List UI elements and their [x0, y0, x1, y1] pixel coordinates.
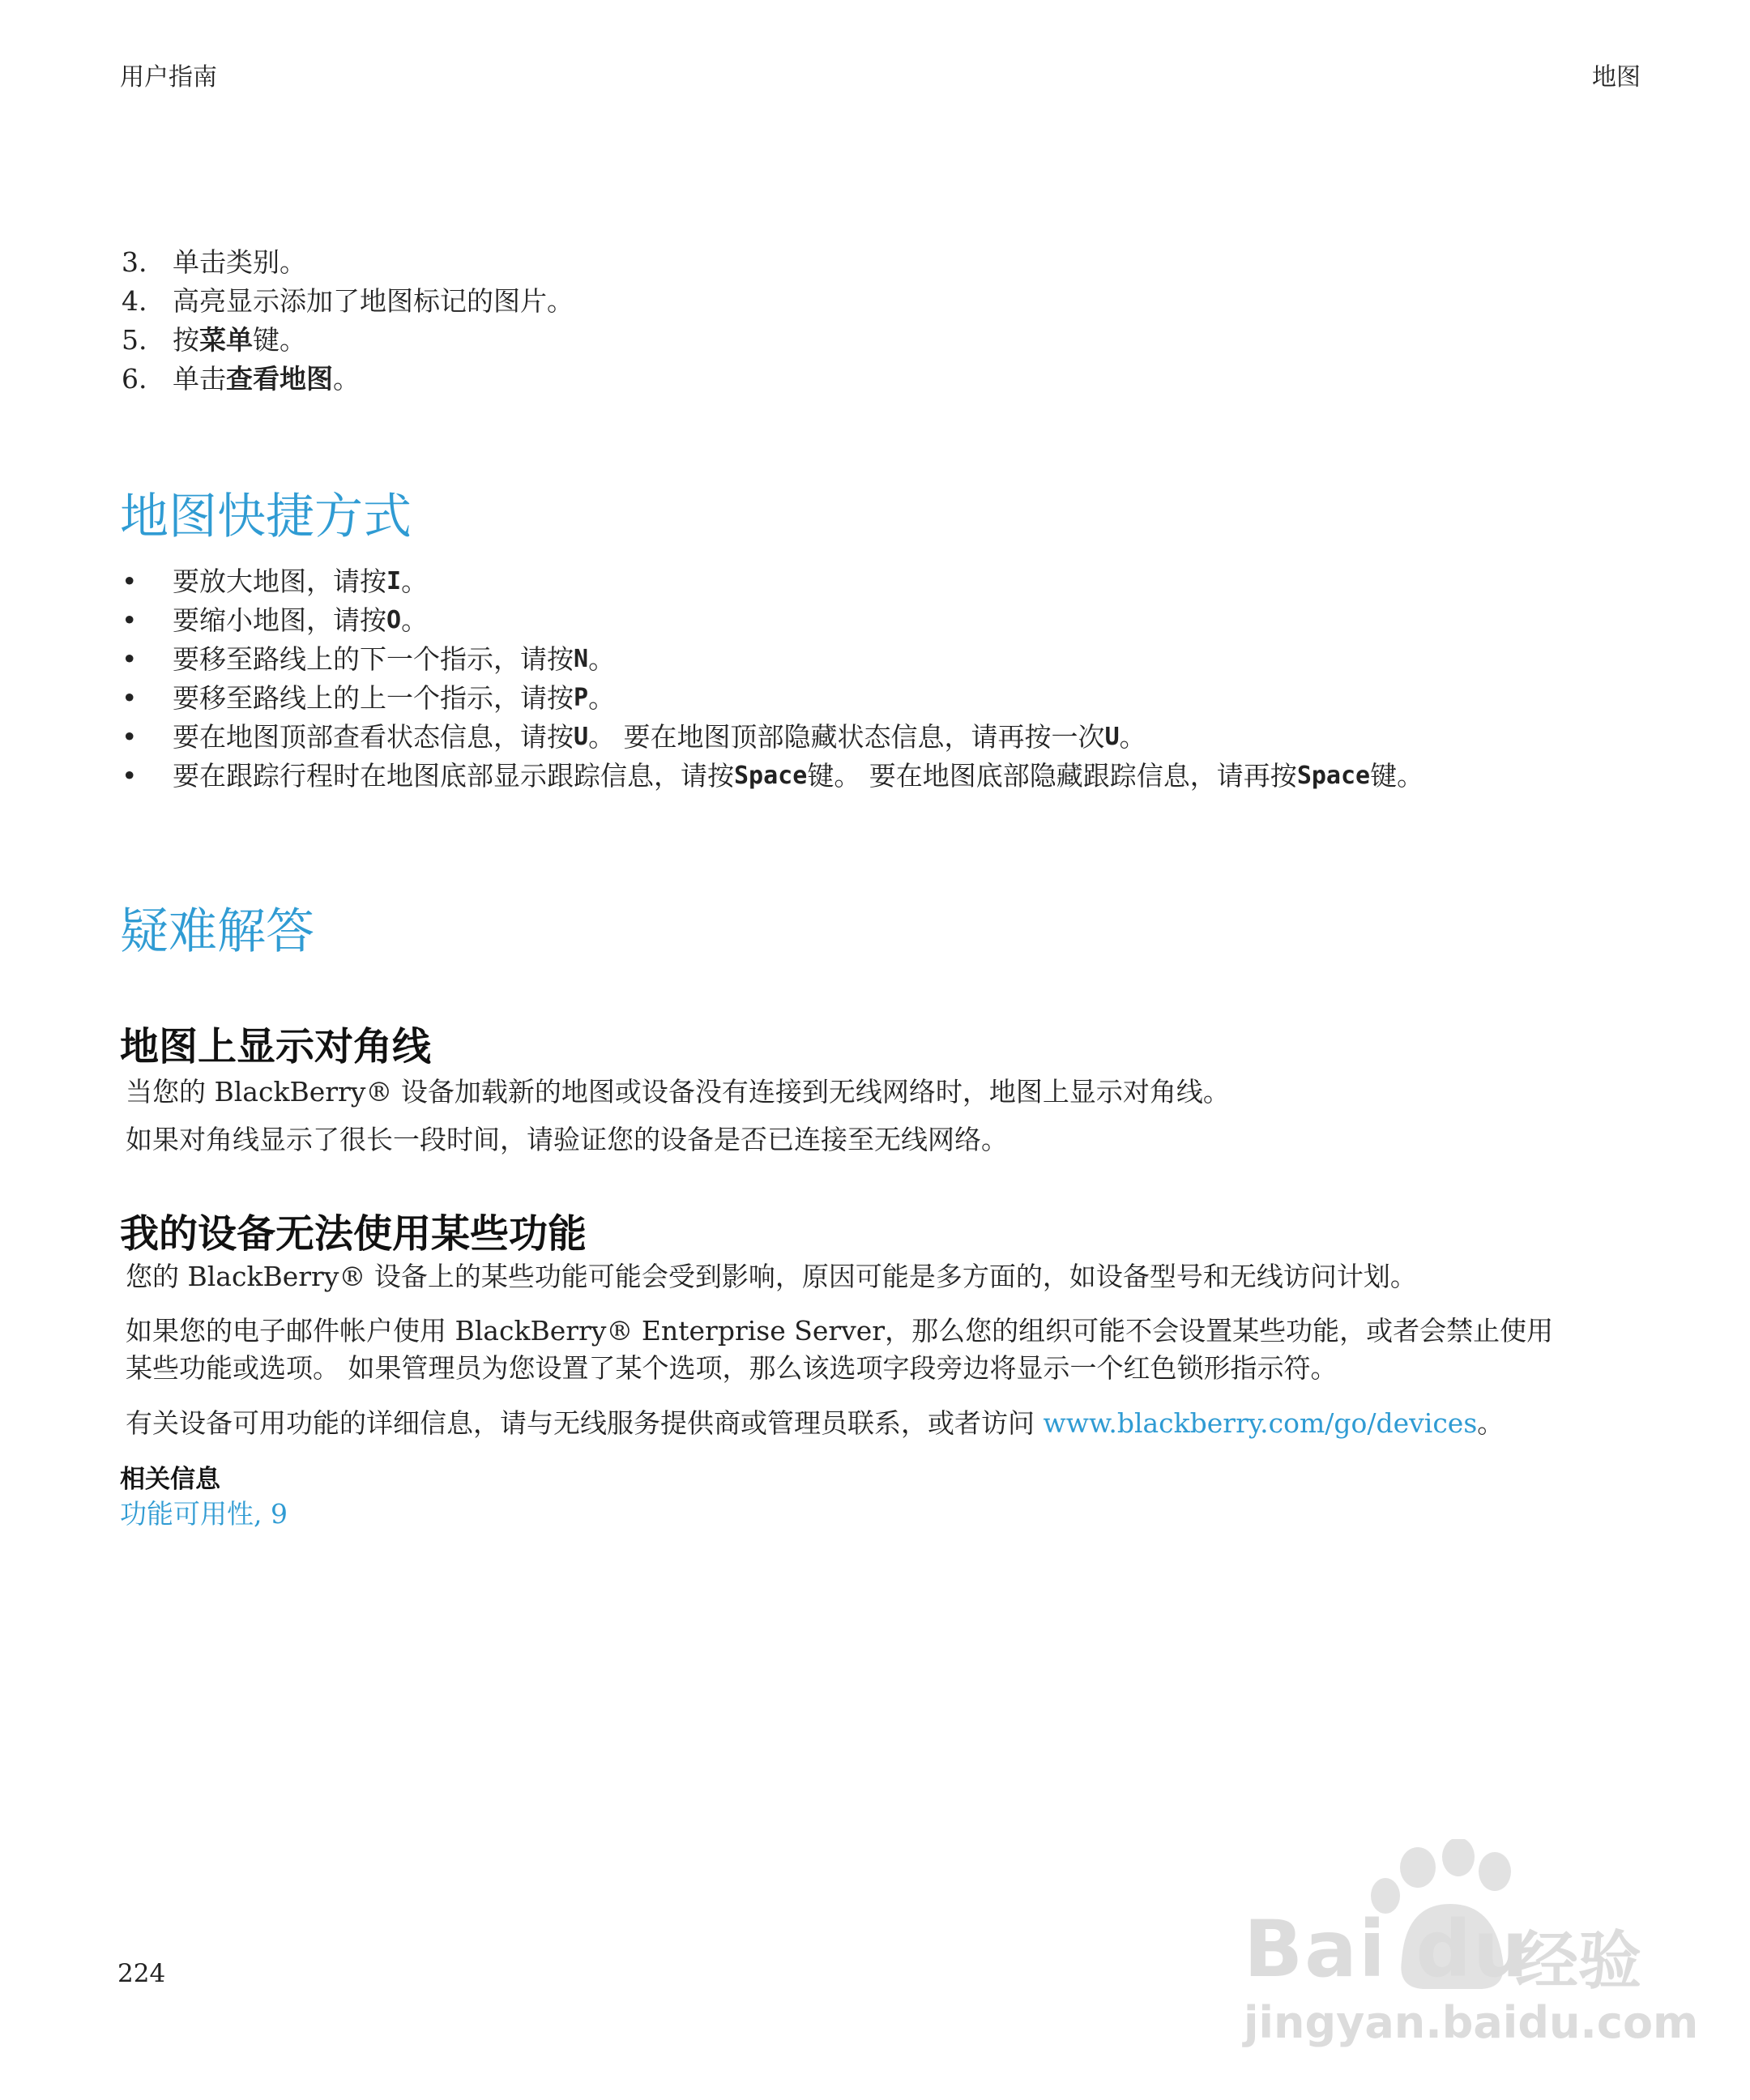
- step-text: 。: [1119, 721, 1146, 753]
- step-text: 。: [401, 566, 429, 597]
- subsection-title-features: 我的设备无法使用某些功能: [120, 1211, 587, 1257]
- related-info-link[interactable]: 功能可用性, 9: [120, 1498, 288, 1530]
- step-text: 键。 要在地图底部隐藏跟踪信息，请再按: [807, 760, 1297, 792]
- step-text: 。: [333, 363, 360, 395]
- paragraph-first-line: 如果您的电子邮件帐户使用 BlackBerry® Enterprise Server，那么您的组织可能不会设置某些功能，或者会禁止使用: [126, 1315, 1554, 1347]
- step-text: 单击类别。: [173, 246, 306, 278]
- step-item: [122, 282, 574, 321]
- step-text: 单击: [173, 363, 226, 395]
- bullet-icon: •: [122, 760, 138, 792]
- key-name: I: [386, 567, 402, 595]
- bullet-icon: •: [122, 682, 138, 714]
- step-text: 键。: [253, 324, 306, 356]
- step-text: 高亮显示添加了地图标记的图片。: [173, 285, 574, 317]
- shortcut-item: [122, 757, 1423, 796]
- key-name: Space: [1296, 762, 1371, 790]
- watermark-jingyan: 经验: [1515, 1925, 1642, 1998]
- shortcut-item: [122, 718, 1423, 757]
- step-text: 要移至路线上的下一个指示，请按: [173, 643, 574, 675]
- step-text: 。 要在地图顶部隐藏状态信息，请再按一次: [588, 721, 1105, 753]
- shortcut-item: [122, 562, 1423, 601]
- running-header-right: 地图: [1592, 63, 1641, 92]
- step-text: 要移至路线上的上一个指示，请按: [173, 682, 574, 714]
- steps-list: [122, 243, 574, 399]
- paragraph: 您的 BlackBerry® 设备上的某些功能可能会受到影响，原因可能是多方面的，如设备型号和无线访问计划。: [126, 1261, 1417, 1292]
- paragraph-second-line: 某些功能或选项。 如果管理员为您设置了某个选项，那么该选项字段旁边将显示一个红色锁形指示符。: [126, 1352, 1338, 1384]
- key-name: P: [574, 684, 589, 712]
- paragraph: 当您的 BlackBerry® 设备加载新的地图或设备没有连接到无线网络时，地图上显示对角线。: [126, 1076, 1230, 1108]
- step-text: 。: [588, 682, 616, 714]
- key-name: U: [574, 723, 589, 751]
- section-title-shortcuts: 地图快捷方式: [120, 489, 412, 545]
- step-text: 键。: [1370, 760, 1424, 792]
- step-number: 5.: [122, 324, 147, 356]
- watermark-brand: Bai du: [1244, 1904, 1530, 1995]
- step-number: 6.: [122, 363, 147, 395]
- related-info-heading: 相关信息: [120, 1465, 220, 1494]
- bullet-icon: •: [122, 566, 138, 597]
- shortcut-item: [122, 640, 1423, 679]
- subsection-title-diagonal-lines: 地图上显示对角线: [120, 1024, 432, 1069]
- paragraph-text: 有关设备可用功能的详细信息，请与无线服务提供商或管理员联系，或者访问: [126, 1407, 1044, 1439]
- step-text: 要在地图顶部查看状态信息，请按: [173, 721, 574, 753]
- step-text: 。: [401, 604, 429, 636]
- step-number: 4.: [122, 285, 147, 317]
- step-text: 按: [173, 324, 199, 356]
- paragraph: 如果对角线显示了很长一段时间，请验证您的设备是否已连接至无线网络。: [126, 1124, 1008, 1155]
- bullet-icon: •: [122, 643, 138, 675]
- shortcut-item: [122, 601, 1423, 640]
- step-number: 3.: [122, 246, 147, 278]
- paragraph-end: 。: [1477, 1407, 1505, 1439]
- paragraph-with-link: [126, 1405, 1649, 1442]
- watermark-url: jingyan.baidu.com: [1244, 1997, 1699, 2048]
- step-text: 要在跟踪行程时在地图底部显示跟踪信息，请按: [173, 760, 734, 792]
- key-name: O: [386, 606, 402, 634]
- key-name: N: [574, 645, 589, 673]
- baidu-jingyan-watermark: [1244, 1839, 1699, 2058]
- step-text: 要缩小地图，请按: [173, 604, 386, 636]
- step-text: 要放大地图，请按: [173, 566, 386, 597]
- ui-label-bold: 查看地图: [226, 363, 333, 395]
- running-header-left: 用户指南: [120, 63, 217, 92]
- devices-link[interactable]: www.blackberry.com/go/devices: [1043, 1407, 1478, 1439]
- key-name: Space: [734, 762, 808, 790]
- key-name: U: [1104, 723, 1120, 751]
- step-item: [122, 243, 574, 282]
- section-title-troubleshooting: 疑难解答: [120, 903, 314, 960]
- shortcuts-list: [122, 562, 1423, 796]
- bullet-icon: •: [122, 721, 138, 753]
- shortcut-item: [122, 679, 1423, 718]
- page-number: 224: [117, 1959, 166, 1988]
- step-item: [122, 321, 574, 360]
- step-item: [122, 360, 574, 399]
- step-text: 。: [588, 643, 616, 675]
- bullet-icon: •: [122, 604, 138, 636]
- ui-label-bold: 菜单: [199, 324, 253, 356]
